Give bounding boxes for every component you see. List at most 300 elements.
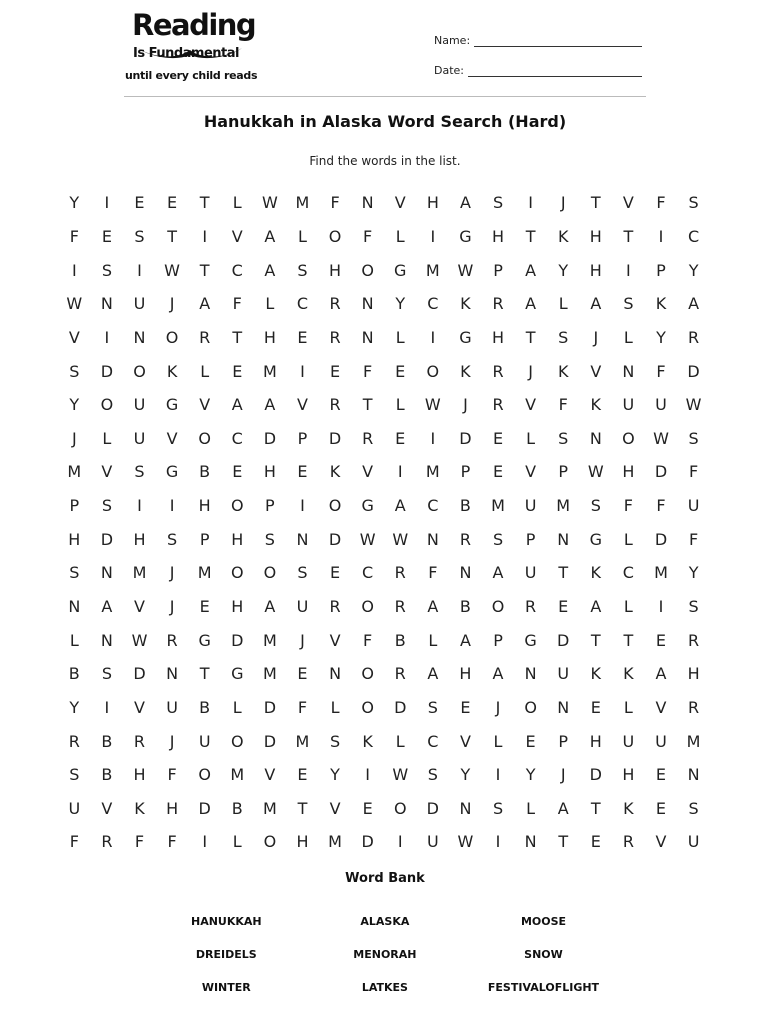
grid-letter: L — [330, 697, 340, 717]
grid-letter: U — [133, 395, 146, 415]
grid-letter: U — [655, 395, 667, 415]
word-bank-item: DREIDELS — [195, 948, 257, 961]
grid-letter: S — [688, 597, 699, 616]
grid-letter: W — [653, 428, 669, 448]
grid-letter: R — [133, 731, 146, 751]
grid-letter: M — [295, 731, 310, 751]
grid-letter: N — [361, 294, 374, 314]
word-bank-item: SNOW — [524, 948, 563, 961]
grid-letter: T — [558, 563, 569, 583]
grid-letter: V — [394, 193, 406, 213]
grid-letter: O — [393, 798, 407, 818]
grid-letter: D — [328, 428, 342, 448]
grid-letter: V — [296, 395, 308, 415]
grid-letter: W — [131, 630, 148, 650]
grid-letter: C — [687, 226, 700, 246]
grid-letter: L — [395, 226, 405, 246]
grid-letter: A — [525, 294, 537, 314]
grid-letter: V — [166, 428, 178, 448]
grid-row — [58, 388, 710, 422]
grid-letter: C — [296, 294, 309, 314]
grid-letter: K — [329, 462, 341, 482]
grid-letter: E — [297, 327, 308, 347]
grid-letter: Y — [69, 395, 80, 415]
grid-letter: R — [329, 327, 341, 347]
grid-letter: A — [590, 294, 602, 314]
grid-letter: O — [426, 361, 440, 381]
grid-letter: N — [296, 529, 309, 549]
grid-letter: D — [654, 529, 668, 549]
grid-letter: A — [688, 294, 700, 314]
grid-letter: H — [459, 664, 472, 684]
grid-letter: R — [492, 361, 504, 381]
word-bank-item: HANUKKAH — [190, 915, 262, 928]
header-divider — [124, 96, 646, 97]
grid-letter: E — [101, 226, 112, 246]
grid-letter: M — [262, 630, 277, 650]
grid-letter: L — [200, 361, 210, 381]
grid-letter: L — [232, 832, 242, 852]
grid-letter: V — [231, 226, 243, 246]
grid-letter: K — [590, 664, 602, 684]
grid-letter: S — [688, 798, 699, 818]
name-label: Name: — [434, 34, 471, 47]
grid-letter: W — [424, 395, 441, 415]
grid-letter: W — [261, 193, 278, 213]
grid-letter: L — [102, 428, 112, 448]
grid-letter: A — [525, 260, 537, 280]
grid-letter: T — [590, 630, 601, 650]
grid-letter: F — [656, 361, 666, 381]
grid-row — [58, 253, 710, 287]
grid-letter: S — [590, 496, 601, 516]
grid-letter: C — [427, 496, 439, 516]
grid-letter: F — [69, 832, 79, 852]
grid-letter: M — [425, 462, 440, 482]
grid-letter: W — [164, 260, 180, 280]
grid-letter: S — [688, 428, 699, 448]
grid-letter: J — [169, 294, 175, 314]
grid-letter: P — [69, 496, 80, 516]
grid-row — [58, 623, 710, 657]
grid-letter: C — [362, 563, 374, 583]
grid-letter: M — [262, 664, 277, 684]
grid-row — [58, 657, 710, 691]
grid-letter: M — [556, 496, 571, 516]
grid-letter: I — [202, 832, 208, 852]
grid-letter: S — [134, 462, 145, 482]
grid-letter: H — [492, 226, 505, 246]
grid-letter: R — [362, 428, 374, 448]
grid-letter: N — [622, 361, 635, 381]
grid-letter: L — [623, 529, 633, 549]
word-bank-row — [147, 971, 623, 1004]
grid-letter: B — [394, 630, 406, 650]
grid-letter: D — [687, 361, 700, 381]
grid-letter: I — [658, 597, 664, 616]
name-line[interactable] — [474, 34, 642, 47]
grid-letter: K — [590, 395, 602, 415]
grid-letter: L — [526, 428, 536, 448]
grid-letter: O — [361, 260, 374, 280]
grid-letter: O — [198, 765, 211, 785]
grid-letter: D — [459, 428, 472, 448]
grid-letter: L — [69, 630, 79, 650]
grid-letter: G — [459, 327, 472, 347]
grid-letter: Y — [395, 294, 406, 314]
grid-letter: V — [459, 731, 471, 751]
grid-letter: S — [101, 664, 112, 684]
grid-letter: N — [459, 563, 472, 583]
grid-row — [58, 556, 710, 590]
grid-letter: H — [296, 832, 309, 852]
grid-row — [58, 455, 710, 489]
grid-letter: N — [557, 529, 570, 549]
grid-letter: H — [329, 260, 342, 280]
grid-letter: S — [297, 260, 308, 280]
grid-letter: V — [68, 327, 80, 347]
grid-letter: E — [395, 428, 406, 448]
grid-letter: R — [459, 529, 471, 549]
grid-letter: J — [71, 428, 77, 448]
grid-letter: M — [686, 731, 701, 751]
grid-letter: O — [328, 226, 342, 246]
grid-row — [58, 220, 710, 254]
grid-letter: N — [524, 832, 537, 852]
grid-letter: I — [71, 260, 77, 280]
grid-letter: V — [655, 697, 667, 717]
grid-letter: Y — [656, 327, 666, 347]
grid-letter: E — [655, 765, 667, 785]
grid-letter: W — [457, 260, 474, 280]
grid-letter: M — [197, 563, 212, 583]
grid-letter: T — [362, 395, 373, 415]
grid-letter: U — [687, 832, 700, 852]
grid-letter: I — [430, 327, 436, 347]
grid-letter: L — [232, 193, 242, 213]
grid-letter: Y — [69, 697, 80, 717]
grid-letter: E — [525, 731, 536, 751]
grid-letter: T — [525, 226, 536, 246]
grid-letter: U — [133, 294, 146, 314]
grid-letter: R — [394, 664, 406, 684]
grid-row — [58, 792, 710, 826]
grid-letter: H — [231, 597, 244, 616]
grid-letter: K — [362, 731, 373, 751]
grid-letter: O — [133, 361, 146, 381]
grid-letter: O — [100, 395, 114, 415]
grid-letter: D — [654, 462, 668, 482]
grid-letter: O — [263, 563, 277, 583]
grid-letter: J — [560, 765, 566, 785]
grid-letter: I — [495, 765, 501, 785]
grid-row — [58, 691, 710, 725]
grid-letter: A — [199, 294, 211, 314]
grid-letter: P — [265, 496, 275, 516]
grid-letter: D — [198, 798, 211, 818]
grid-letter: A — [394, 496, 406, 516]
grid-letter: H — [68, 529, 81, 549]
grid-letter: F — [363, 226, 373, 246]
word-bank-row — [147, 938, 623, 971]
grid-letter: A — [427, 597, 439, 616]
grid-letter: K — [557, 226, 569, 246]
grid-letter: H — [492, 327, 505, 347]
grid-letter: F — [688, 462, 699, 482]
grid-letter: B — [231, 798, 243, 818]
grid-row — [58, 186, 710, 220]
grid-letter: N — [361, 327, 374, 347]
grid-letter: L — [428, 630, 438, 650]
grid-letter: S — [492, 529, 504, 549]
grid-letter: N — [557, 697, 570, 717]
grid-letter: M — [67, 462, 82, 482]
grid-letter: H — [198, 496, 211, 516]
grid-letter: H — [426, 193, 439, 213]
date-field[interactable] — [434, 64, 642, 77]
grid-letter: O — [263, 832, 277, 852]
grid-letter: O — [524, 697, 537, 717]
grid-letter: A — [264, 395, 276, 415]
grid-letter: P — [656, 260, 666, 280]
grid-letter: G — [459, 226, 472, 246]
grid-letter: C — [231, 260, 243, 280]
grid-letter: G — [165, 462, 179, 482]
grid-letter: G — [524, 630, 537, 650]
grid-letter: I — [430, 428, 436, 448]
grid-letter: M — [328, 832, 342, 852]
grid-letter: R — [394, 597, 406, 616]
grid-letter: W — [392, 529, 409, 549]
grid-letter: J — [495, 697, 501, 717]
grid-letter: T — [623, 226, 634, 246]
grid-letter: F — [167, 765, 177, 785]
grid-letter: J — [560, 193, 566, 213]
grid-letter: V — [329, 798, 341, 818]
word-bank-item: WINTER — [201, 981, 251, 994]
grid-letter: Y — [525, 765, 536, 785]
grid-letter: D — [394, 697, 407, 717]
grid-letter: B — [101, 731, 113, 751]
grid-letter: S — [101, 260, 112, 280]
grid-letter: E — [492, 428, 504, 448]
grid-letter: R — [101, 832, 113, 852]
grid-letter: I — [528, 193, 533, 213]
grid-letter: R — [688, 327, 700, 347]
grid-letter: K — [557, 361, 569, 381]
grid-letter: O — [165, 327, 179, 347]
grid-letter: R — [329, 395, 341, 415]
grid-letter: I — [104, 327, 110, 347]
grid-letter: Y — [460, 765, 471, 785]
grid-letter: J — [300, 630, 305, 650]
grid-letter: R — [525, 597, 537, 616]
grid-letter: G — [589, 529, 602, 549]
grid-letter: L — [232, 697, 242, 717]
grid-letter: O — [361, 697, 374, 717]
grid-letter: O — [198, 428, 211, 448]
grid-letter: E — [558, 597, 569, 616]
grid-letter: V — [590, 361, 602, 381]
grid-letter: T — [558, 832, 569, 852]
grid-letter: T — [623, 630, 634, 650]
grid-letter: I — [202, 226, 208, 246]
grid-letter: J — [528, 361, 533, 381]
grid-row — [58, 724, 710, 758]
grid-letter: D — [263, 731, 277, 751]
grid-letter: H — [263, 462, 276, 482]
grid-letter: S — [492, 193, 504, 213]
grid-letter: L — [395, 395, 405, 415]
grid-letter: P — [199, 529, 210, 549]
grid-letter: N — [329, 664, 342, 684]
grid-letter: A — [459, 193, 471, 213]
grid-letter: T — [199, 260, 210, 280]
grid-letter: M — [491, 496, 505, 516]
grid-letter: K — [590, 563, 602, 583]
grid-letter: D — [361, 832, 374, 852]
grid-letter: L — [623, 697, 633, 717]
word-bank-item: FESTIVALOFLIGHT — [487, 981, 600, 994]
grid-letter: B — [101, 765, 113, 785]
word-bank-item: LATKES — [361, 981, 408, 994]
grid-letter: F — [623, 496, 633, 516]
grid-letter: O — [491, 597, 505, 616]
grid-letter: G — [198, 630, 211, 650]
grid-letter: T — [199, 193, 210, 213]
grid-letter: Y — [330, 765, 340, 785]
grid-letter: J — [169, 597, 175, 616]
grid-letter: N — [100, 563, 113, 583]
grid-letter: T — [297, 798, 308, 818]
grid-letter: U — [296, 597, 309, 616]
grid-letter: E — [460, 697, 471, 717]
grid-letter: B — [199, 462, 211, 482]
grid-letter: P — [460, 462, 471, 482]
grid-letter: R — [688, 697, 700, 717]
grid-letter: L — [265, 294, 275, 314]
grid-letter: F — [558, 395, 568, 415]
grid-letter: V — [362, 462, 374, 482]
grid-letter: S — [427, 765, 438, 785]
grid-letter: B — [459, 597, 471, 616]
grid-letter: U — [426, 832, 439, 852]
grid-letter: Y — [69, 193, 80, 213]
grid-letter: S — [492, 798, 504, 818]
grid-letter: L — [493, 731, 503, 751]
grid-letter: I — [137, 496, 142, 516]
grid-letter: U — [524, 563, 537, 583]
grid-letter: S — [264, 529, 275, 549]
grid-letter: I — [397, 832, 403, 852]
grid-letter: L — [623, 327, 633, 347]
grid-letter: T — [525, 327, 536, 347]
grid-letter: K — [134, 798, 145, 818]
grid-letter: U — [166, 697, 178, 717]
grid-letter: D — [100, 361, 114, 381]
grid-letter: V — [199, 395, 211, 415]
grid-letter: W — [359, 529, 376, 549]
grid-letter: M — [230, 765, 245, 785]
grid-letter: T — [232, 327, 243, 347]
grid-letter: O — [361, 597, 374, 616]
grid-letter: Y — [688, 563, 699, 583]
grid-letter: P — [525, 529, 536, 549]
grid-letter: Y — [688, 260, 699, 280]
grid-letter: H — [589, 731, 602, 751]
grid-letter: N — [166, 664, 179, 684]
grid-letter: V — [134, 597, 145, 616]
page-title: Hanukkah in Alaska Word Search (Hard) — [203, 112, 567, 131]
grid-letter: N — [100, 630, 113, 650]
grid-letter: P — [558, 462, 569, 482]
grid-letter: M — [654, 563, 668, 583]
word-bank-title: Word Bank — [345, 871, 425, 886]
grid-letter: K — [166, 361, 178, 381]
grid-letter: D — [100, 529, 114, 549]
grid-letter: V — [101, 462, 113, 482]
grid-letter: V — [525, 395, 537, 415]
grid-letter: R — [492, 294, 504, 314]
grid-letter: E — [655, 798, 667, 818]
grid-letter: D — [426, 798, 439, 818]
grid-letter: N — [459, 798, 472, 818]
grid-letter: V — [622, 193, 634, 213]
grid-letter: H — [166, 798, 179, 818]
grid-letter: D — [231, 630, 244, 650]
name-field[interactable] — [434, 34, 642, 47]
grid-letter: T — [167, 226, 177, 246]
grid-letter: E — [362, 798, 373, 818]
grid-letter: L — [526, 798, 536, 818]
grid-letter: K — [623, 798, 634, 818]
grid-letter: R — [492, 395, 504, 415]
grid-letter: F — [134, 832, 145, 852]
grid-letter: E — [655, 630, 667, 650]
date-line[interactable] — [468, 64, 642, 77]
grid-letter: R — [68, 731, 80, 751]
grid-letter: I — [365, 765, 370, 785]
grid-letter: A — [557, 798, 569, 818]
grid-letter: J — [593, 327, 599, 347]
grid-letter: A — [492, 664, 504, 684]
grid-letter: A — [427, 664, 439, 684]
grid-letter: S — [329, 731, 341, 751]
grid-letter: U — [68, 798, 81, 818]
grid-letter: E — [232, 361, 243, 381]
grid-letter: M — [262, 798, 277, 818]
grid-letter: A — [231, 395, 243, 415]
grid-letter: I — [104, 193, 110, 213]
grid-letter: R — [329, 294, 341, 314]
grid-letter: U — [557, 664, 570, 684]
grid-letter: H — [133, 529, 146, 549]
grid-letter: O — [230, 563, 244, 583]
grid-letter: S — [69, 361, 80, 381]
grid-letter: F — [167, 832, 177, 852]
grid-letter: W — [457, 832, 474, 852]
grid-letter: I — [137, 260, 142, 280]
grid-letter: U — [198, 731, 211, 751]
grid-letter: E — [232, 462, 243, 482]
grid-letter: I — [430, 226, 436, 246]
grid-letter: Y — [558, 260, 569, 280]
grid-letter: T — [590, 193, 601, 213]
grid-letter: V — [655, 832, 667, 852]
grid-letter: U — [524, 496, 537, 516]
grid-letter: I — [495, 832, 501, 852]
grid-letter: K — [623, 664, 634, 684]
